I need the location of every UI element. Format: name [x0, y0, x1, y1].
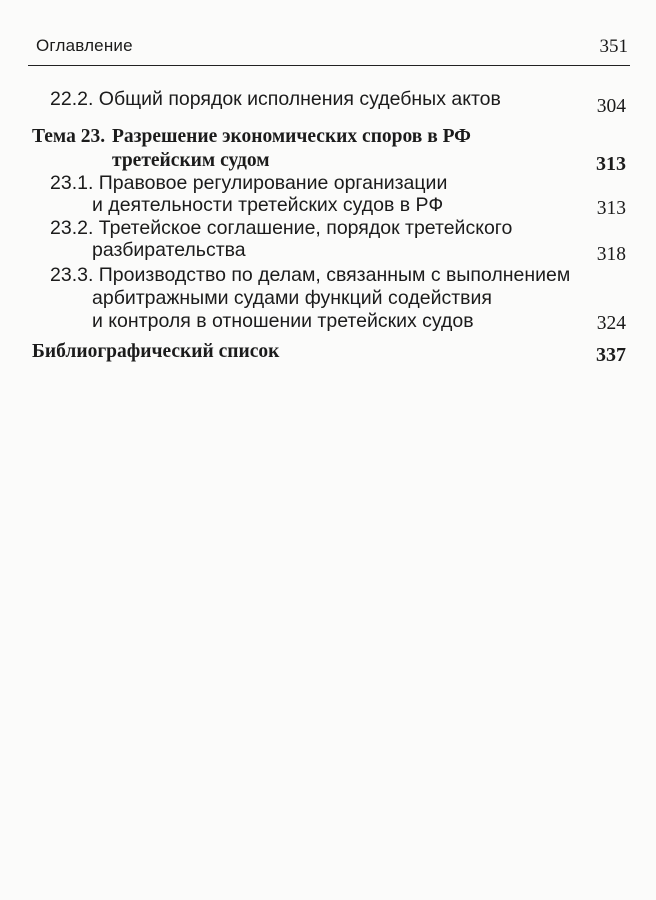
toc-entry-22-2-page: 304: [596, 96, 626, 117]
toc-bibliography-title: Библиографический список: [32, 341, 280, 362]
toc-topic-23-number: Тема 23.: [32, 126, 106, 147]
page-number: 351: [599, 36, 628, 57]
toc-entry-23-3-line-2: арбитражными судами функций содействия: [92, 287, 492, 309]
toc-topic-23-page: 313: [596, 153, 626, 175]
header-rule: [28, 65, 630, 66]
running-head-title: Оглавление: [36, 36, 133, 55]
toc-topic-23-heading: [32, 126, 471, 148]
toc-entry-23-1-line-1: 23.1. Правовое регулирование организации: [50, 172, 448, 194]
toc-topic-23-line-1: Разрешение экономических споров в РФ: [112, 126, 471, 147]
toc-entry-23-1-line-2: и деятельности третейских судов в РФ: [92, 194, 444, 216]
toc-entry-22-2-line-1: 22.2. Общий порядок исполнения судебных актов: [50, 88, 501, 110]
toc-bibliography-page: 337: [596, 344, 626, 366]
toc-entry-23-2-page: 318: [596, 244, 626, 265]
toc-entry-23-2-line-2: разбирательства: [92, 239, 246, 261]
toc-topic-23-line-2: третейским судом: [112, 150, 270, 171]
toc-entry-23-3-page: 324: [596, 313, 626, 334]
toc-entry-23-1-page: 313: [596, 198, 626, 219]
toc-entry-23-3-line-1: 23.3. Производство по делам, связанным с выполнением: [50, 264, 571, 286]
toc-entry-23-3-line-3: и контроля в отношении третейских судов: [92, 310, 474, 332]
toc-entry-23-2-line-1: 23.2. Третейское соглашение, порядок третейского: [50, 217, 513, 239]
